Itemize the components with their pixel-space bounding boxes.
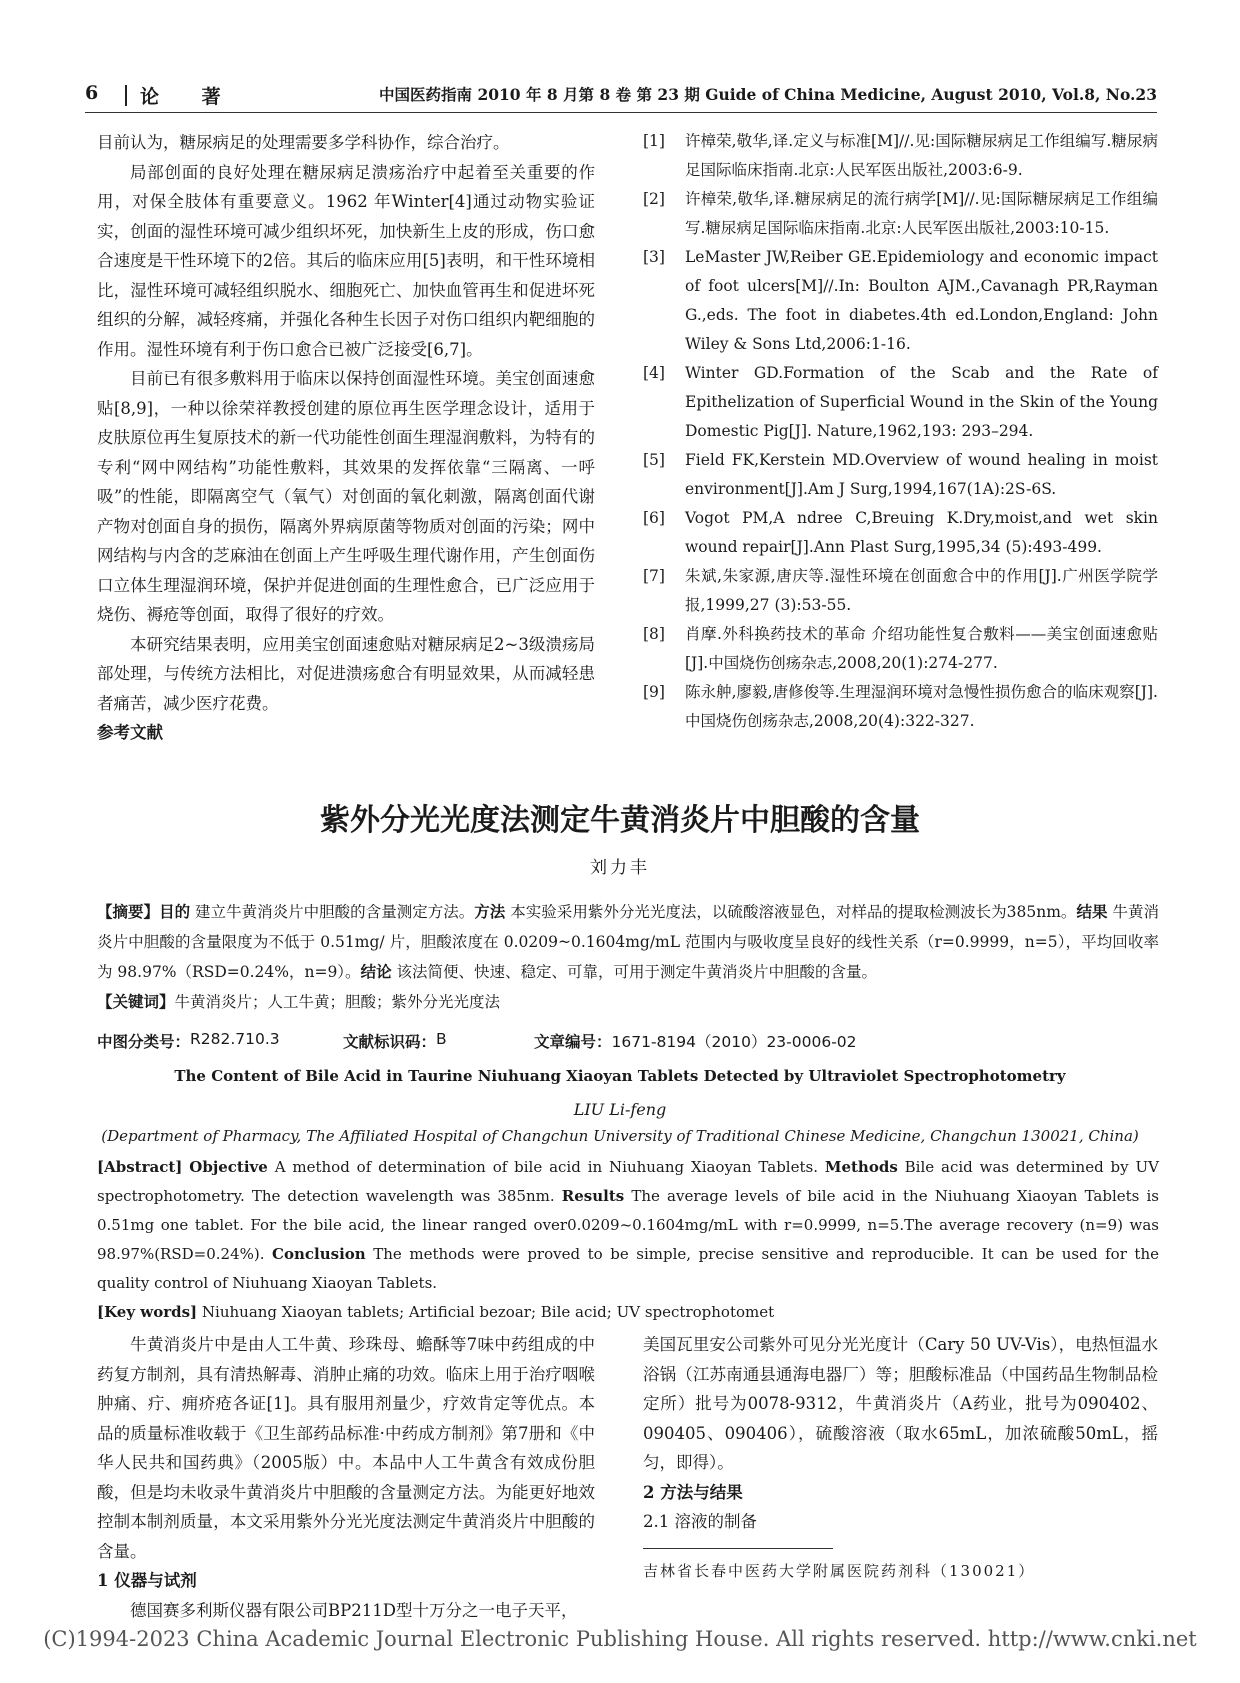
- body-right-column: [643, 1330, 1158, 1537]
- english-title: The Content of Bile Acid in Taurine Niuhuang Xiaoyan Tablets Detected by Ultraviolet Spectrophotometry: [174, 1067, 1066, 1085]
- aim-text: 建立牛黄消炎片中胆酸的含量测定方法。: [195, 903, 475, 921]
- prev-article-discussion: [97, 128, 595, 748]
- document-code: 文献标识码： B: [343, 1030, 447, 1051]
- section-label: 论 著: [140, 86, 239, 108]
- reference-item: [2] 许樟荣,敬华,译.糖尿病足的流行病学[M]//.见:国际糖尿病足工作组编写.糖尿病足国际临床指南.北京:人民军医出版社,2003:10-15.: [643, 190, 1158, 237]
- intro-paragraph: 牛黄消炎片中是由人工牛黄、珍珠母、蟾酥等7味中药组成的中药复方制剂，具有清热解毒、消肿止痛的功效。临床上用于治疗咽喉肿痛、疔、痈疥疮各证[1]。具有服用剂量少，疗效肯定等优点。本品的质量标准收载于《卫生部药品标准·中药成方制剂》第7册和《中华人民共和国药典》（2005版）中。本品中人工牛黄含有效成份胆酸，但是均未收录牛黄消炎片中胆酸的含量测定方法。为能更好地效控制本制剂质量，本文采用紫外分光光度法测定牛黄消炎片中胆酸的含量。: [97, 1335, 595, 1561]
- conclusion-text: 该法简便、快速、稳定、可靠，可用于测定牛黄消炎片中胆酸的含量。: [396, 963, 878, 981]
- journal-info: 中国医药指南 2010 年 8 月第 8 卷 第 23 期 Guide of China Medicine, August 2010, Vol.8, No.23: [379, 85, 1157, 104]
- section-heading: 2 方法与结果: [643, 1482, 743, 1502]
- page-number: 6: [85, 82, 99, 104]
- method-text: 本实验采用紫外分光光度法，以硫酸溶液显色，对样品的提取检测波长为385nm。: [510, 903, 1077, 921]
- keywords-text: 牛黄消炎片；人工牛黄；胆酸；紫外分光光度法: [174, 993, 501, 1011]
- results-text: The average levels of bile acid in the Niuhuang Xiaoyan Tablets is 0.51mg one tablet. For the bile acid, the linear ranged over0.0209~0.1604mg/mL with r=0.9999, n=5.The average recovery (n=9) was 98.97%(RSD=0.24%).: [97, 1187, 1159, 1263]
- reference-item: [1] 许樟荣,敬华,译.定义与标准[M]//.见:国际糖尿病足工作组编写.糖尿病足国际临床指南.北京:人民军医出版社,2003:6-9.: [643, 132, 1158, 179]
- result-text: 牛黄消炎片中胆酸的含量限度为不低于 0.51mg/ 片，胆酸浓度在 0.0209~0.1604mg/mL 范围内与吸收度呈良好的线性关系（r=0.9999，n=5），平均回收率为 98.97%（RSD=0.24%，n=9）。: [97, 903, 1159, 981]
- section-heading: 1 仪器与试剂: [97, 1571, 197, 1590]
- reference-item: [8] 肖摩.外科换药技术的革命 介绍功能性复合敷料——美宝创面速愈贴[J].中国烧伤创疡杂志,2008,20(1):274-277.: [643, 625, 1158, 672]
- conclusion-text-en: The methods were proved to be simple, precise sensitive and reproducible. It can be used for the quality control of Niuhuang Xiaoyan Tablets.: [97, 1245, 1159, 1292]
- english-author: LIU Li-feng: [573, 1100, 667, 1119]
- conclusion-label-en: Conclusion: [272, 1245, 366, 1263]
- paragraph: 本研究结果表明，应用美宝创面速愈贴对糖尿病足2~3级溃疡局部处理，与传统方法相比，对促进溃疡愈合有明显效果，从而减轻患者痛苦，减少医疗花费。: [97, 634, 595, 713]
- en-keywords-text: Niuhuang Xiaoyan tablets; Artificial bezoar; Bile acid; UV spectrophotomet: [201, 1303, 775, 1321]
- objective-text: A method of determination of bile acid in Niuhuang Xiaoyan Tablets.: [274, 1158, 818, 1176]
- result-label: 结果: [1076, 902, 1108, 921]
- methods-text: Bile acid was determined by UV spectrophotometry. The detection wavelength was 385nm.: [97, 1158, 1159, 1205]
- copyright-line: (C)1994-2023 China Academic Journal Electronic Publishing House. All rights reserved. http://www.cnki.net: [43, 1627, 1197, 1651]
- instrument-paragraph: 德国赛多利斯仪器有限公司BP211D型十万分之一电子天平，: [130, 1600, 578, 1620]
- article-title: 紫外分光光度法测定牛黄消炎片中胆酸的含量: [320, 803, 920, 838]
- header-divider: [125, 85, 127, 106]
- chinese-abstract: [97, 897, 1159, 1017]
- reference-list: [643, 127, 1158, 736]
- en-abstract-label: [Abstract]: [97, 1158, 183, 1176]
- reference-item: [5] Field FK,Kerstein MD.Overview of wound healing in moist environment[J].Am J Surg,1994,167(1A):2S-6S.: [643, 451, 1158, 498]
- aim-label: 目的: [159, 902, 191, 921]
- body-left-column: [97, 1330, 595, 1625]
- paragraph: 目前已有很多敷料用于临床以保持创面湿性环境。美宝创面速愈贴[8,9]，一种以徐荣祥教授创建的原位再生医学理念设计，适用于皮肤原位再生复原技术的新一代功能性创面生理湿润敷料，为特有的专利“网中网结构”功能性敷料，其效果的发挥依靠“三隔离、一呼吸”的性能，即隔离空气（氧气）对创面的氧化刺激，隔离创面代谢产物对创面自身的损伤，隔离外界病原菌等物质对创面的污染；网中网结构与内含的芝麻油在创面上产生呼吸生理代谢作用，产生创面伤口立体生理湿润环境，保护并促进创面的生理性愈合，已广泛应用于烧伤、褥疮等创面，取得了很好的疗效。: [97, 369, 595, 624]
- reference-item: [3] LeMaster JW,Reiber GE.Epidemiology and economic impact of foot ulcers[M]//.In: Boulton AJM.,Cavanagh PR,Rayman G.,eds. The foot in diabetes.4th ed.London,England: John Wiley & Sons Ltd,2006:1-16.: [643, 248, 1158, 353]
- paragraph: 目前认为，糖尿病足的处理需要多学科协作，综合治疗。: [97, 133, 510, 152]
- results-label: Results: [561, 1187, 625, 1205]
- article-number: 文章编号： 1671-8194（2010）23-0006-02: [534, 1032, 857, 1051]
- conclusion-label: 结论: [360, 962, 392, 981]
- article-author: 刘力丰: [590, 858, 650, 878]
- running-header: [85, 82, 1157, 112]
- methods-label: Methods: [824, 1158, 898, 1176]
- english-abstract: [97, 1153, 1159, 1327]
- reference-item: [4] Winter GD.Formation of the Scab and the Rate of Epithelization of Superficial Wound in the Skin of the Young Domestic Pig[J]. Nature,1962,193: 293–294.: [643, 364, 1158, 440]
- objective-label: Objective: [189, 1158, 268, 1176]
- abstract-label: 【摘要】: [97, 902, 160, 921]
- method-label: 方法: [474, 902, 506, 921]
- footnote-rule: [643, 1548, 833, 1549]
- keywords-label: 【关键词】: [97, 992, 175, 1011]
- references-heading: 参考文献: [97, 723, 163, 742]
- reference-item: [9] 陈永舯,廖毅,唐修俊等.生理湿润环境对急慢性损伤愈合的临床观察[J].中国烧伤创疡杂志,2008,20(4):322-327.: [643, 683, 1158, 730]
- paragraph: 局部创面的良好处理在糖尿病足溃疡治疗中起着至关重要的作用，对保全肢体有重要意义。1962 年Winter[4]通过动物实验证实，创面的湿性环境可减少组织坏死，加快新生上皮的形成，伤口愈合速度是干性环境下的2倍。其后的临床应用[5]表明，和干性环境相比，湿性环境可减轻组织脱水、细胞死亡、加快血管再生和促进坏死组织的分解，减轻疼痛，并强化各种生长因子对伤口组织内靶细胞的作用。湿性环境有利于伤口愈合已被广泛接受[6,7]。: [97, 162, 595, 359]
- clc-code: 中图分类号： R282.710.3: [97, 1030, 280, 1051]
- reagent-paragraph: 美国瓦里安公司紫外可见分光光度计（Cary 50 UV-Vis），电热恒温水浴锅（江苏南通县通海电器厂）等；胆酸标准品（中国药品生物制品检定所）批号为0078-9312，牛黄消炎片（A药业，批号为090402、090405、090406），硫酸溶液（取水65mL，加浓硫酸50mL，摇匀，即得）。: [643, 1335, 1158, 1472]
- english-affiliation: (Department of Pharmacy, The Affiliated Hospital of Changchun University of Traditional Chinese Medicine, Changchun 130021, China): [101, 1127, 1139, 1145]
- author-affiliation-footnote: 吉林省长春中医药大学附属医院药剂科（130021）: [643, 1562, 1036, 1580]
- header-rule: [85, 112, 1157, 113]
- en-keywords-label: [Key words]: [97, 1303, 198, 1321]
- subsection-heading: 2.1 溶液的制备: [643, 1512, 757, 1531]
- reference-item: [7] 朱斌,朱家源,唐庆等.湿性环境在创面愈合中的作用[J].广州医学院学报,1999,27 (3):53-55.: [643, 567, 1158, 614]
- reference-item: [6] Vogot PM,A ndree C,Breuing K.Dry,moist,and wet skin wound repair[J].Ann Plast Surg,1995,34 (5):493-499.: [643, 509, 1158, 556]
